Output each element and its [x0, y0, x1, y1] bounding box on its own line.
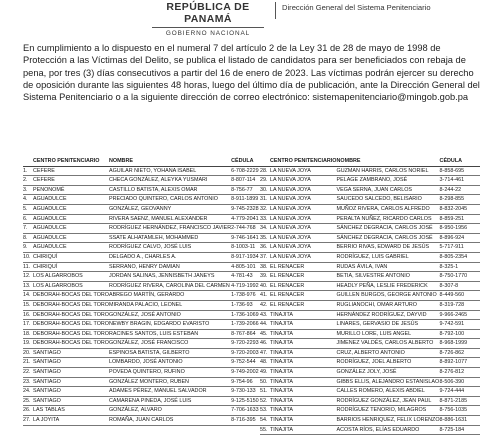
nombre-cell: GUZMAN HARRIS, CARLOS NORIEL — [337, 166, 440, 176]
centro-cell: SANTIAGO — [33, 377, 109, 387]
cedula-cell: 8-319-728 — [440, 300, 480, 310]
column-header-nombre: NOMBRE — [109, 157, 231, 166]
cedula-cell: 8-725-184 — [440, 425, 480, 435]
row-number: 10. — [23, 252, 33, 262]
nombre-cell: RUGLIANOCHI, OMAR ARTURO — [337, 300, 440, 310]
nombre-cell: BARRIOS HENRIQUEZ, FELIX LORENZO — [337, 416, 440, 426]
cedula-cell: 9-724-444 — [440, 387, 480, 397]
centro-cell: EL RENACER — [270, 291, 337, 301]
table-row — [260, 416, 480, 426]
centro-cell: TINAJITA — [270, 358, 337, 368]
table-row — [260, 281, 480, 291]
table-row — [260, 176, 480, 186]
row-number: 43. — [260, 310, 270, 320]
centro-cell: TINAJITA — [270, 377, 337, 387]
centro-cell: LA NUEVA JOYA — [270, 224, 337, 234]
table-row — [23, 358, 271, 368]
nombre-cell: LINARES, GERVASIO DE JESÚS — [337, 320, 440, 330]
cedula-cell: 8-1003-11 — [231, 243, 271, 253]
nombre-cell: BETIA, SILVESTRE ANTONIO — [337, 272, 440, 282]
centro-cell: LA NUEVA JOYA — [270, 185, 337, 195]
table-row — [23, 195, 271, 205]
cedula-cell: 1-736-93 — [231, 300, 271, 310]
centro-cell: AGUADULCE — [33, 243, 109, 253]
centro-cell: LOS ALGARROBOS — [33, 281, 109, 291]
table-row — [260, 166, 480, 176]
centro-cell: DEBORAH-BOCAS DEL TORO — [33, 300, 109, 310]
centro-cell: LA NUEVA JOYA — [270, 214, 337, 224]
cedula-cell: 8-244-22 — [440, 185, 480, 195]
centro-cell: SANTIAGO — [33, 387, 109, 397]
nombre-cell: RODRÍGUEZ CALVO, JOSÉ LUIS — [109, 243, 231, 253]
centro-cell: AGUADULCE — [33, 195, 109, 205]
row-number: 13. — [23, 281, 33, 291]
nombre-cell: GONZÁLEZ JOLY, JOSÉ — [337, 368, 440, 378]
cedula-cell: 9-752-544 — [231, 358, 271, 368]
nombre-cell: JORDAN SALINAS, JENNISBETH JANEYS — [109, 272, 231, 282]
centro-cell: TINAJITA — [270, 425, 337, 435]
row-number: 54. — [260, 416, 270, 426]
centro-cell: DEBORAH-BOCAS DEL TORO — [33, 291, 109, 301]
row-number: 2. — [23, 176, 33, 186]
row-number: 3. — [23, 185, 33, 195]
row-number: 21. — [23, 358, 33, 368]
cedula-cell: 8-449-560 — [440, 291, 480, 301]
cedula-cell: 9-966-2465 — [440, 310, 480, 320]
centro-cell: EL RENACER — [270, 281, 337, 291]
row-number: 46. — [260, 339, 270, 349]
table-row — [260, 396, 480, 406]
cedula-cell: 9-730-133 — [231, 387, 271, 397]
government-logo — [148, 0, 268, 37]
table-row — [260, 310, 480, 320]
nombre-cell: CASTILLO BATISTA, ALEXIS OMAR — [109, 185, 231, 195]
intro-paragraph: En cumplimiento a lo dispuesto en el numeral 7 del artículo 2 de la Ley 31 de 28 de mayo de 1998 de Protección a las Víctimas del Delito, se publica el listado de candidatos para ser beneficiados con rebaja de pena, por tres (3) días consecutivos a partir del 16 de enero de 2023. Las víctimas podrán ejercer su derecho de oposición durante las siguientes 48 horas, luego del último día de publicación, ante la Dirección General del Sistema Penitenciario o a la siguiente dirección de correo electrónico: sistemapenitenciario@mingob.gob.pa — [23, 43, 480, 103]
row-number: 24. — [23, 387, 33, 397]
centro-cell: SANTIAGO — [33, 358, 109, 368]
row-number: 4. — [23, 195, 33, 205]
centro-cell: AGUADULCE — [33, 214, 109, 224]
nombre-cell: GONZÁLEZ, ALVARO — [109, 406, 231, 416]
cedula-cell: 5-717-911 — [440, 243, 480, 253]
nombre-cell: ROMAÑA, JUAN CARLOS — [109, 416, 231, 426]
table-row — [23, 233, 271, 243]
table-row — [23, 387, 271, 397]
cedula-cell: 1-736-1069 — [231, 310, 271, 320]
centro-cell: DEBORAH-BOCAS DEL TORO — [33, 320, 109, 330]
nombre-cell: ADAMES PÉREZ, MANUEL SALVADOR — [109, 387, 231, 397]
centro-cell: SANTIAGO — [33, 348, 109, 358]
nombre-cell: ESPINOSA BATISTA, GILBERTO — [109, 348, 231, 358]
table-body-right — [260, 166, 480, 435]
row-number: 44. — [260, 320, 270, 330]
centro-cell: TINAJITA — [270, 310, 337, 320]
centro-cell: TINAJITA — [270, 320, 337, 330]
table-row — [260, 291, 480, 301]
table-row — [23, 176, 271, 186]
cedula-cell: 8-767-864 — [231, 329, 271, 339]
row-number: 32. — [260, 204, 270, 214]
nombre-cell: GONZÁLEZ, JOSÉ FRANCISCO — [109, 339, 231, 349]
table-body-left — [23, 166, 271, 425]
table-row — [260, 339, 480, 349]
centro-cell: CEFERE — [33, 176, 109, 186]
row-number: 18. — [23, 329, 33, 339]
cedula-cell: 6-708-2229 — [231, 166, 271, 176]
centro-cell: TINAJITA — [270, 368, 337, 378]
centro-cell: CEFERE — [33, 166, 109, 176]
table-row — [260, 368, 480, 378]
centro-cell: TINAJITA — [270, 396, 337, 406]
nombre-cell: RODRÍGUEZ GONZÁLEZ, JEAN PAUL — [337, 396, 440, 406]
cedula-cell: 3-714-461 — [440, 176, 480, 186]
table-row — [23, 185, 271, 195]
centro-cell: EL RENACER — [270, 272, 337, 282]
table-row — [260, 262, 480, 272]
table-row — [23, 329, 271, 339]
column-header-nombre: NOMBRE — [337, 157, 440, 166]
candidates-table-right — [260, 157, 480, 435]
row-number: 23. — [23, 377, 33, 387]
nombre-cell: LOMBARDO, JOSÉ ANTONIO — [109, 358, 231, 368]
table-row — [260, 195, 480, 205]
table-row — [260, 224, 480, 234]
nombre-cell: PELAGE ZAMBRANO, JOSÉ — [337, 176, 440, 186]
cedula-cell: 4-719-1992 — [231, 281, 271, 291]
row-number: 53. — [260, 406, 270, 416]
table-row — [23, 224, 271, 234]
cedula-cell: 8-805-2354 — [440, 252, 480, 262]
nombre-cell: PRECIADO QUINTERO, CARLOS ANTONIO — [109, 195, 231, 205]
cedula-cell: 8-506-390 — [440, 377, 480, 387]
row-number: 40. — [260, 281, 270, 291]
table-header-row — [260, 157, 480, 166]
row-number: 16. — [23, 310, 33, 320]
row-number: 7. — [23, 224, 33, 234]
nombre-cell: MURILLO LORE, LUIS ANGEL — [337, 329, 440, 339]
candidates-table-left — [23, 157, 271, 426]
table-row — [260, 358, 480, 368]
centro-cell: TINAJITA — [270, 348, 337, 358]
column-header-number — [260, 157, 270, 166]
cedula-cell: 1-739-2066 — [231, 320, 271, 330]
centro-cell: CHIRIQUÍ — [33, 262, 109, 272]
row-number: 39. — [260, 272, 270, 282]
cedula-cell: 4-779-2041 — [231, 214, 271, 224]
table-row — [260, 252, 480, 262]
table-row — [23, 348, 271, 358]
column-header-centro: CENTRO PENITENCIARIO — [270, 157, 337, 166]
header-separator — [275, 2, 276, 19]
row-number: 11. — [23, 262, 33, 272]
centro-cell: TINAJITA — [270, 339, 337, 349]
cedula-cell: 9-720-2293 — [231, 339, 271, 349]
nombre-cell: NEWBY BRAGIN, EDGARDO EVARISTO — [109, 320, 231, 330]
nombre-cell: HEADLY PEÑA, LESLIE FREDERICK — [337, 281, 440, 291]
centro-cell: AGUADULCE — [33, 233, 109, 243]
table-row — [260, 233, 480, 243]
table-row — [23, 214, 271, 224]
nombre-cell: RODRÍGUEZ, LUIS GABRIEL — [337, 252, 440, 262]
table-row — [23, 272, 271, 282]
nombre-cell: MUÑOZ RIVERA, CARLOS ALFREDO — [337, 204, 440, 214]
table-row — [260, 348, 480, 358]
table-row — [23, 291, 271, 301]
centro-cell: DEBORAH-BOCAS DEL TORO — [33, 310, 109, 320]
table-row — [260, 214, 480, 224]
cedula-cell: 8-892-1077 — [440, 358, 480, 368]
cedula-cell: 8-750-1770 — [440, 272, 480, 282]
cedula-cell: 8-950-1956 — [440, 224, 480, 234]
table-row — [260, 329, 480, 339]
cedula-cell: 9-742-591 — [440, 320, 480, 330]
cedula-cell: 8-276-812 — [440, 368, 480, 378]
cedula-cell: 8-756-77 — [231, 185, 271, 195]
row-number: 30. — [260, 185, 270, 195]
table-row — [260, 243, 480, 253]
row-number: 12. — [23, 272, 33, 282]
centro-cell: LA NUEVA JOYA — [270, 204, 337, 214]
centro-cell: TINAJITA — [270, 329, 337, 339]
table-row — [23, 368, 271, 378]
centro-cell: CHIRIQUÍ — [33, 252, 109, 262]
nombre-cell: SSATE ALHATAMLEH, MOHAMMED — [109, 233, 231, 243]
table-row — [260, 300, 480, 310]
nombre-cell: SERRANO, HENRY DAMIAN — [109, 262, 231, 272]
row-number: 27. — [23, 416, 33, 426]
nombre-cell: RACINES SANTOS, LUIS ESTEBAN — [109, 329, 231, 339]
cedula-cell: 8-859-251 — [440, 214, 480, 224]
row-number: 37. — [260, 252, 270, 262]
centro-cell: EL RENACER — [270, 262, 337, 272]
table-row — [260, 320, 480, 330]
nombre-cell: DELGADO A., CHARLES A. — [109, 252, 231, 262]
nombre-cell: CRUZ, ALBERTO ANTONIO — [337, 348, 440, 358]
table-row — [23, 339, 271, 349]
row-number: 35. — [260, 233, 270, 243]
centro-cell: LOS ALGARROBOS — [33, 272, 109, 282]
row-number: 26. — [23, 406, 33, 416]
nombre-cell: BERRIO RIVAS, EDWARD DE JESÚS — [337, 243, 440, 253]
table-row — [23, 166, 271, 176]
row-number: 42. — [260, 300, 270, 310]
nombre-cell: RODRÍGUEZ HERNÁNDEZ, FRANCISCO JAVIER — [109, 224, 231, 234]
nombre-cell: ABREGO MARTÍN, GERARDO — [109, 291, 231, 301]
cedula-cell: 9-745-2328 — [231, 204, 271, 214]
centro-cell: LA NUEVA JOYA — [270, 233, 337, 243]
row-number: 25. — [23, 396, 33, 406]
nombre-cell: SÁNCHEZ DEGRACIA, CARLOS JOSÉ — [337, 224, 440, 234]
table-row — [260, 185, 480, 195]
row-number: 15. — [23, 300, 33, 310]
nombre-cell: GIBBS ELLIS, ALEJANDRO ESTANISLAO — [337, 377, 440, 387]
row-number: 17. — [23, 320, 33, 330]
centro-cell: LA NUEVA JOYA — [270, 243, 337, 253]
table-row — [23, 320, 271, 330]
nombre-cell: GONZÁLEZ, JOSÉ ANTONIO — [109, 310, 231, 320]
nombre-cell: RODRÍGUEZ, JOEL ALBERTO — [337, 358, 440, 368]
table-row — [23, 310, 271, 320]
cedula-cell: 9-125-5150 — [231, 396, 271, 406]
row-number: 20. — [23, 348, 33, 358]
table-row — [23, 204, 271, 214]
row-number: 55. — [260, 425, 270, 435]
row-number: 29. — [260, 176, 270, 186]
nombre-cell: RIVERA SAENZ, MANUEL ALEXANDER — [109, 214, 231, 224]
centro-cell: AGUADULCE — [33, 204, 109, 214]
nombre-cell: MIRANDA PALACIO, LEONEL — [109, 300, 231, 310]
nombre-cell: JIMENEZ VALDÉS, CARLOS ALBERTO — [337, 339, 440, 349]
logo-title: REPÚBLICA DE PANAMÁ — [166, 1, 250, 25]
row-number: 8. — [23, 233, 33, 243]
centro-cell: LA NUEVA JOYA — [270, 166, 337, 176]
row-number: 1. — [23, 166, 33, 176]
table-row — [23, 281, 271, 291]
table-row — [23, 396, 271, 406]
nombre-cell: GONZÁLEZ MONTERO, RUBEN — [109, 377, 231, 387]
cedula-cell: 8-756-1035 — [440, 406, 480, 416]
centro-cell: TINAJITA — [270, 406, 337, 416]
cedula-cell: 8-726-862 — [440, 348, 480, 358]
row-number: 33. — [260, 214, 270, 224]
table-row — [23, 243, 271, 253]
row-number: 49. — [260, 368, 270, 378]
column-header-cedula: CÉDULA — [440, 157, 480, 166]
cedula-cell: 8-832-2045 — [440, 204, 480, 214]
cedula-cell: 9-754-96 — [231, 377, 271, 387]
nombre-cell: CAMARENA PINEDA, JOSÉ LUIS — [109, 396, 231, 406]
nombre-cell: CHECA GONZÁLEZ, ALEYKA YUSMARI — [109, 176, 231, 186]
table-header-row — [23, 157, 271, 166]
table-row — [260, 387, 480, 397]
cedula-cell: 8-716-395 — [231, 416, 271, 426]
row-number: 34. — [260, 224, 270, 234]
cedula-cell: 8-807-114 — [231, 176, 271, 186]
nombre-cell: SAUCEDO SALCEDO, BELISARIO — [337, 195, 440, 205]
cedula-cell: 7-706-1633 — [231, 406, 271, 416]
table-row — [260, 406, 480, 416]
nombre-cell: RODRÍGUEZ TENORIO, MILAGROS — [337, 406, 440, 416]
centro-cell: SANTIAGO — [33, 396, 109, 406]
nombre-cell: ACOSTA RÍOS, ELÍAS EDUARDO — [337, 425, 440, 435]
table-row — [23, 406, 271, 416]
cedula-cell: 1-738-976 — [231, 291, 271, 301]
row-number: 6. — [23, 214, 33, 224]
nombre-cell: HERNÁNDEZ RODRÍGUEZ, DAYVID — [337, 310, 440, 320]
cedula-cell: 8-858-695 — [440, 166, 480, 176]
department-name: Dirección General del Sistema Penitenciario — [282, 3, 431, 12]
cedula-cell: 8-792-100 — [440, 329, 480, 339]
nombre-cell: AGUILAR NIETO, YOHANA ISABEL — [109, 166, 231, 176]
row-number: 47. — [260, 348, 270, 358]
centro-cell: LA NUEVA JOYA — [270, 176, 337, 186]
cedula-cell: 8-968-1999 — [440, 339, 480, 349]
row-number: 9. — [23, 243, 33, 253]
table-row — [23, 416, 271, 426]
row-number: 41. — [260, 291, 270, 301]
centro-cell: EL RENACER — [270, 300, 337, 310]
centro-cell: DEBORAH-BOCAS DEL TORO — [33, 329, 109, 339]
column-header-number — [23, 157, 33, 166]
cedula-cell: 8-325-1 — [440, 262, 480, 272]
nombre-cell: VEGA SERNA, JUAN CARLOS — [337, 185, 440, 195]
row-number: 5. — [23, 204, 33, 214]
cedula-cell: 9-749-2002 — [231, 368, 271, 378]
centro-cell: TINAJITA — [270, 416, 337, 426]
nombre-cell: PERALTA NUÑEZ, RICARDO CARLOS — [337, 214, 440, 224]
centro-cell: PENONOMÉ — [33, 185, 109, 195]
cedula-cell: 8-911-1899 — [231, 195, 271, 205]
cedula-cell: 9-720-2003 — [231, 348, 271, 358]
page-header — [0, 0, 495, 37]
cedula-cell: 8-917-1934 — [231, 252, 271, 262]
table-row — [23, 300, 271, 310]
row-number: 28. — [260, 166, 270, 176]
cedula-cell: 8-871-2185 — [440, 396, 480, 406]
centro-cell: AGUADULCE — [33, 224, 109, 234]
nombre-cell: SÁNCHEZ DEGRACIA, CARLOS JOSÉ — [337, 233, 440, 243]
logo-subtitle: GOBIERNO NACIONAL — [165, 30, 251, 37]
column-header-cedula: CÉDULA — [231, 157, 271, 166]
column-header-centro: CENTRO PENITENCIARIO — [33, 157, 109, 166]
nombre-cell: RUDAS ÁVILA, IVAN — [337, 262, 440, 272]
cedula-cell: 8-896-924 — [440, 233, 480, 243]
centro-cell: LA JOYITA — [33, 416, 109, 426]
row-number: 52. — [260, 396, 270, 406]
nombre-cell: GUILLEN BURGOS, GEORGE ANTONIO — [337, 291, 440, 301]
nombre-cell: GONZÁLEZ, GEOVANNY — [109, 204, 231, 214]
table-row — [260, 425, 480, 435]
row-number: 48. — [260, 358, 270, 368]
cedula-cell: 2-744-768 — [231, 224, 271, 234]
cedula-cell: 8-298-855 — [440, 195, 480, 205]
centro-cell: LA NUEVA JOYA — [270, 195, 337, 205]
nombre-cell: POVEDA QUINTERO, RUFINO — [109, 368, 231, 378]
centro-cell: LA NUEVA JOYA — [270, 252, 337, 262]
row-number: 38. — [260, 262, 270, 272]
row-number: 36. — [260, 243, 270, 253]
row-number: 14. — [23, 291, 33, 301]
cedula-cell: 9-746-1641 — [231, 233, 271, 243]
cedula-cell: 4-805-101 — [231, 262, 271, 272]
row-number: 31. — [260, 195, 270, 205]
row-number: 19. — [23, 339, 33, 349]
table-row — [23, 262, 271, 272]
row-number: 22. — [23, 368, 33, 378]
row-number: 45. — [260, 329, 270, 339]
table-row — [23, 377, 271, 387]
nombre-cell: CALLES ROMERO, ALEXIS ABDIEL — [337, 387, 440, 397]
table-row — [23, 252, 271, 262]
nombre-cell: RODRÍGUEZ RIVERA, CAROLINA DEL CARMEN — [109, 281, 231, 291]
row-number: 51. — [260, 387, 270, 397]
cedula-cell: 8-886-1631 — [440, 416, 480, 426]
centro-cell: SANTIAGO — [33, 368, 109, 378]
row-number: 50. — [260, 377, 270, 387]
logo-divider — [152, 27, 264, 28]
table-row — [260, 272, 480, 282]
centro-cell: LAS TABLAS — [33, 406, 109, 416]
cedula-cell: 8-307-8 — [440, 281, 480, 291]
table-row — [260, 377, 480, 387]
table-row — [260, 204, 480, 214]
centro-cell: TINAJITA — [270, 387, 337, 397]
cedula-cell: 4-781-43 — [231, 272, 271, 282]
centro-cell: DEBORAH-BOCAS DEL TORO — [33, 339, 109, 349]
